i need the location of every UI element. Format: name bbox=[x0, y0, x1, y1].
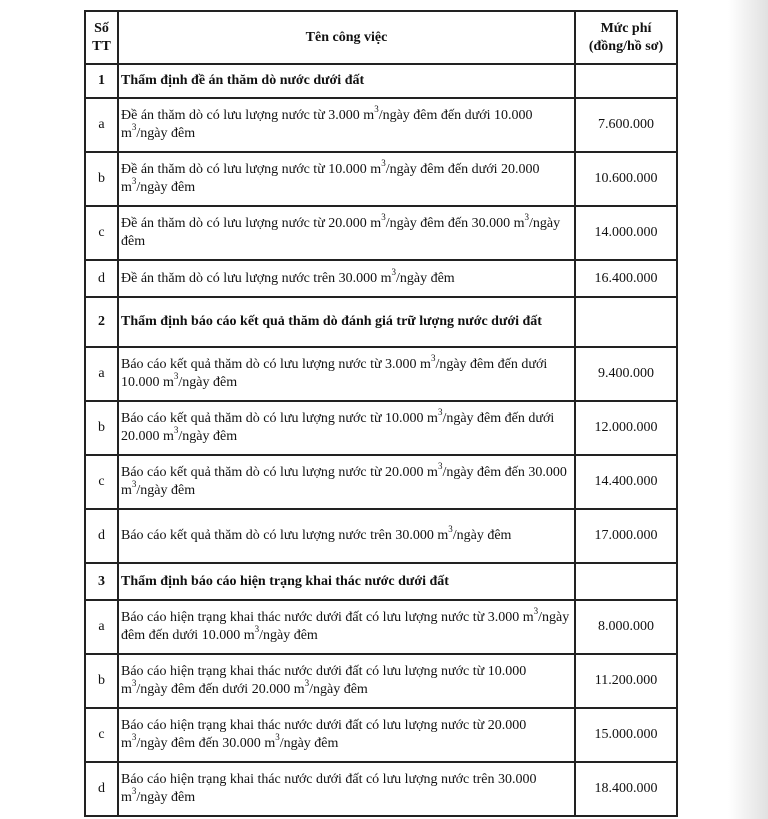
table-row bbox=[85, 401, 677, 455]
item-letter: b bbox=[85, 152, 118, 206]
section-number: 1 bbox=[85, 64, 118, 98]
item-fee: 16.400.000 bbox=[575, 260, 677, 297]
section-fee-empty bbox=[575, 563, 677, 600]
item-description: Báo cáo hiện trạng khai thác nước dưới đất có lưu lượng nước từ 10.000 $m^3$/ngày đêm đến dưới 20.000 $m^3$/ngày đêm bbox=[118, 654, 575, 708]
item-fee: 7.600.000 bbox=[575, 98, 677, 152]
section-row bbox=[85, 64, 677, 98]
item-letter: d bbox=[85, 260, 118, 297]
table-row bbox=[85, 260, 677, 297]
section-number: 3 bbox=[85, 563, 118, 600]
item-fee: 12.000.000 bbox=[575, 401, 677, 455]
table-row bbox=[85, 762, 677, 816]
item-letter: d bbox=[85, 509, 118, 563]
table-row bbox=[85, 206, 677, 260]
header-stt: Số TT bbox=[85, 11, 118, 64]
item-fee: 14.400.000 bbox=[575, 455, 677, 509]
item-fee: 9.400.000 bbox=[575, 347, 677, 401]
table-row bbox=[85, 509, 677, 563]
item-letter: c bbox=[85, 708, 118, 762]
fee-table bbox=[84, 10, 678, 817]
item-description: Đề án thăm dò có lưu lượng nước từ 10.000 $m^3$/ngày đêm đến dưới 20.000 $m^3$/ngày đêm bbox=[118, 152, 575, 206]
section-row bbox=[85, 297, 677, 347]
item-description: Báo cáo kết quả thăm dò có lưu lượng nước từ 10.000 $m^3$/ngày đêm đến dưới 20.000 $m^3$/ngày đêm bbox=[118, 401, 575, 455]
item-description: Báo cáo hiện trạng khai thác nước dưới đất có lưu lượng nước từ 20.000 $m^3$/ngày đêm đến 30.000 $m^3$/ngày đêm bbox=[118, 708, 575, 762]
item-fee: 17.000.000 bbox=[575, 509, 677, 563]
item-fee: 15.000.000 bbox=[575, 708, 677, 762]
item-description: Báo cáo hiện trạng khai thác nước dưới đất có lưu lượng nước từ 3.000 $m^3$/ngày đêm đến dưới 10.000 $m^3$/ngày đêm bbox=[118, 600, 575, 654]
item-description: Báo cáo kết quả thăm dò có lưu lượng nước trên 30.000 $m^3$/ngày đêm bbox=[118, 509, 575, 563]
section-title: Thẩm định báo cáo kết quả thăm dò đánh giá trữ lượng nước dưới đất bbox=[118, 297, 575, 347]
item-fee: 8.000.000 bbox=[575, 600, 677, 654]
item-description: Đề án thăm dò có lưu lượng nước từ 3.000 $m^3$/ngày đêm đến dưới 10.000 $m^3$/ngày đêm bbox=[118, 98, 575, 152]
section-row bbox=[85, 563, 677, 600]
item-fee: 14.000.000 bbox=[575, 206, 677, 260]
table-row bbox=[85, 600, 677, 654]
section-title: Thẩm định đề án thăm dò nước dưới đất bbox=[118, 64, 575, 98]
section-fee-empty bbox=[575, 64, 677, 98]
table-row bbox=[85, 708, 677, 762]
item-fee: 11.200.000 bbox=[575, 654, 677, 708]
item-description: Đề án thăm dò có lưu lượng nước trên 30.000 $m^3$/ngày đêm bbox=[118, 260, 575, 297]
item-letter: c bbox=[85, 455, 118, 509]
table-row bbox=[85, 455, 677, 509]
table-row bbox=[85, 98, 677, 152]
item-letter: d bbox=[85, 762, 118, 816]
item-description: Báo cáo hiện trạng khai thác nước dưới đất có lưu lượng nước trên 30.000 $m^3$/ngày đêm bbox=[118, 762, 575, 816]
item-letter: a bbox=[85, 98, 118, 152]
item-fee: 10.600.000 bbox=[575, 152, 677, 206]
item-letter: a bbox=[85, 347, 118, 401]
table-row bbox=[85, 152, 677, 206]
item-letter: a bbox=[85, 600, 118, 654]
item-description: Đề án thăm dò có lưu lượng nước từ 20.000 $m^3$/ngày đêm đến 30.000 $m^3$/ngày đêm bbox=[118, 206, 575, 260]
item-letter: c bbox=[85, 206, 118, 260]
page-edge-shadow bbox=[728, 0, 768, 819]
item-fee: 18.400.000 bbox=[575, 762, 677, 816]
item-letter: b bbox=[85, 401, 118, 455]
item-description: Báo cáo kết quả thăm dò có lưu lượng nước từ 3.000 $m^3$/ngày đêm đến dưới 10.000 $m^3$/ngày đêm bbox=[118, 347, 575, 401]
header-name: Tên công việc bbox=[118, 11, 575, 64]
section-fee-empty bbox=[575, 297, 677, 347]
item-letter: b bbox=[85, 654, 118, 708]
header-fee: Mức phí (đồng/hồ sơ) bbox=[575, 11, 677, 64]
table-row bbox=[85, 654, 677, 708]
section-title: Thẩm định báo cáo hiện trạng khai thác nước dưới đất bbox=[118, 563, 575, 600]
item-description: Báo cáo kết quả thăm dò có lưu lượng nước từ 20.000 $m^3$/ngày đêm đến 30.000 $m^3$/ngày đêm bbox=[118, 455, 575, 509]
table-row bbox=[85, 347, 677, 401]
table-header-row bbox=[85, 11, 677, 64]
section-number: 2 bbox=[85, 297, 118, 347]
